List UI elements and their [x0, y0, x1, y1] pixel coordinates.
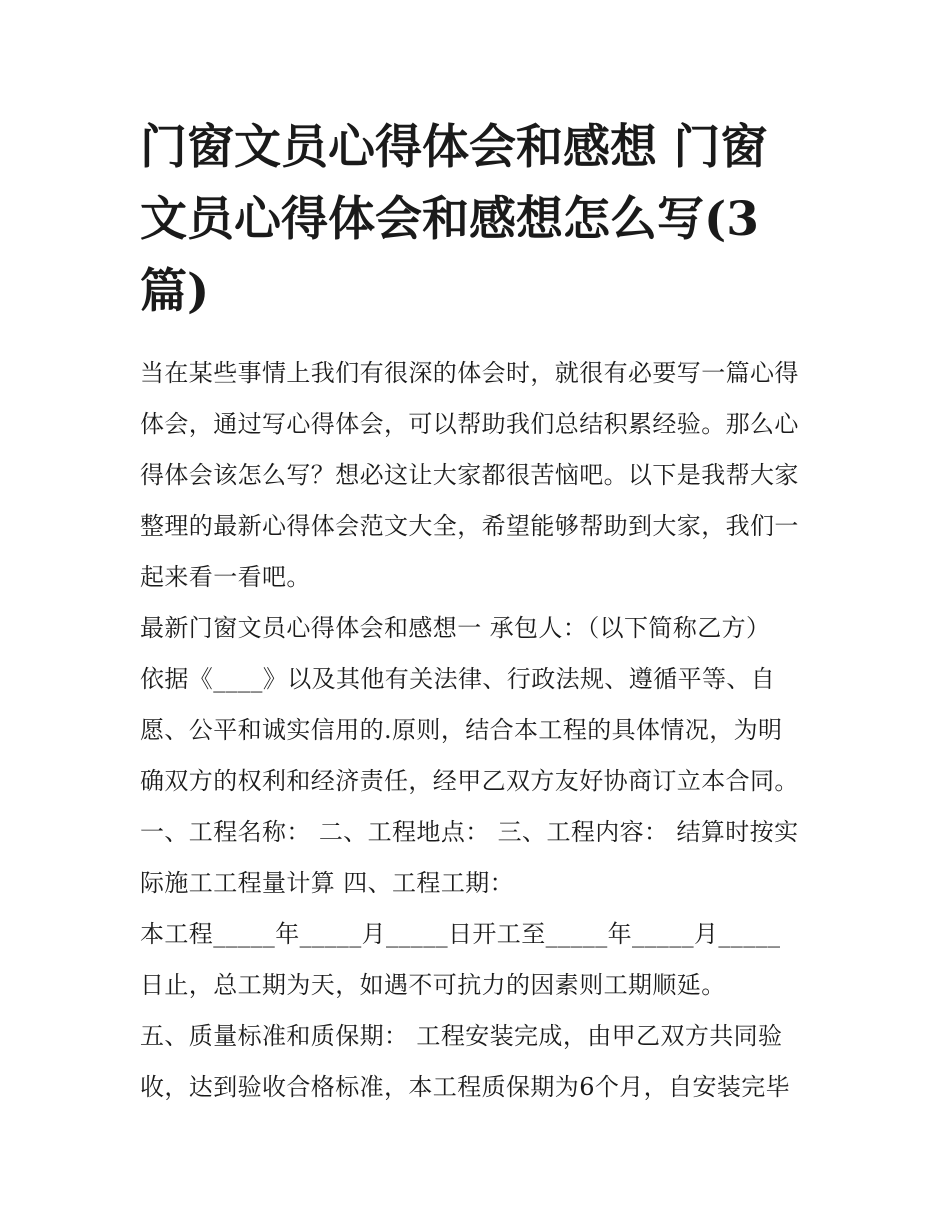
text-line: 一、工程名称： 二、工程地点： 三、工程内容： 结算时按实 [140, 818, 799, 846]
title-line: 篇) [140, 264, 210, 319]
text-line: 际施工工程量计算 四、工程工期： [140, 869, 515, 897]
text-line: 日止，总工期为天，如遇不可抗力的因素则工期顺延。 [140, 971, 726, 999]
title-line: 门窗文员心得体会和感想 门窗 [140, 120, 768, 175]
text-line: 五、质量标准和质保期： 工程安装完成，由甲乙双方共同验 [140, 1022, 783, 1050]
schedule-paragraph [140, 909, 816, 1011]
document-title [140, 112, 816, 328]
text-line: 本工程_____年_____月_____日开工至_____年_____月_____ [140, 920, 781, 948]
text-line: 得体会该怎么写？想必这让大家都很苦恼吧。以下是我帮大家 [140, 461, 799, 489]
text-line: 体会，通过写心得体会，可以帮助我们总结积累经验。那么心 [140, 410, 799, 438]
document-page [140, 112, 816, 1113]
text-line: 最新门窗文员心得体会和感想一 承包人：（以下简称乙方） [140, 614, 771, 642]
text-line: 确双方的权利和经济责任，经甲乙双方友好协商订立本合同。 [140, 767, 799, 795]
quality-paragraph [140, 1011, 816, 1113]
text-line: 起来看一看吧。 [140, 563, 311, 591]
title-line: 文员心得体会和感想怎么写(3 [140, 192, 759, 247]
text-line: 收，达到验收合格标准，本工程质保期为6个月，自安装完毕 [140, 1073, 791, 1101]
text-line: 依据《____》以及其他有关法律、行政法规、遵循平等、自 [140, 665, 776, 693]
text-line: 整理的最新心得体会范文大全，希望能够帮助到大家，我们一 [140, 512, 799, 540]
contract-paragraph [140, 603, 816, 909]
intro-paragraph [140, 348, 816, 603]
text-line: 愿、公平和诚实信用的.原则，结合本工程的具体情况，为明 [140, 716, 783, 744]
text-line: 当在某些事情上我们有很深的体会时，就很有必要写一篇心得 [140, 359, 799, 387]
document-body [140, 348, 816, 1113]
